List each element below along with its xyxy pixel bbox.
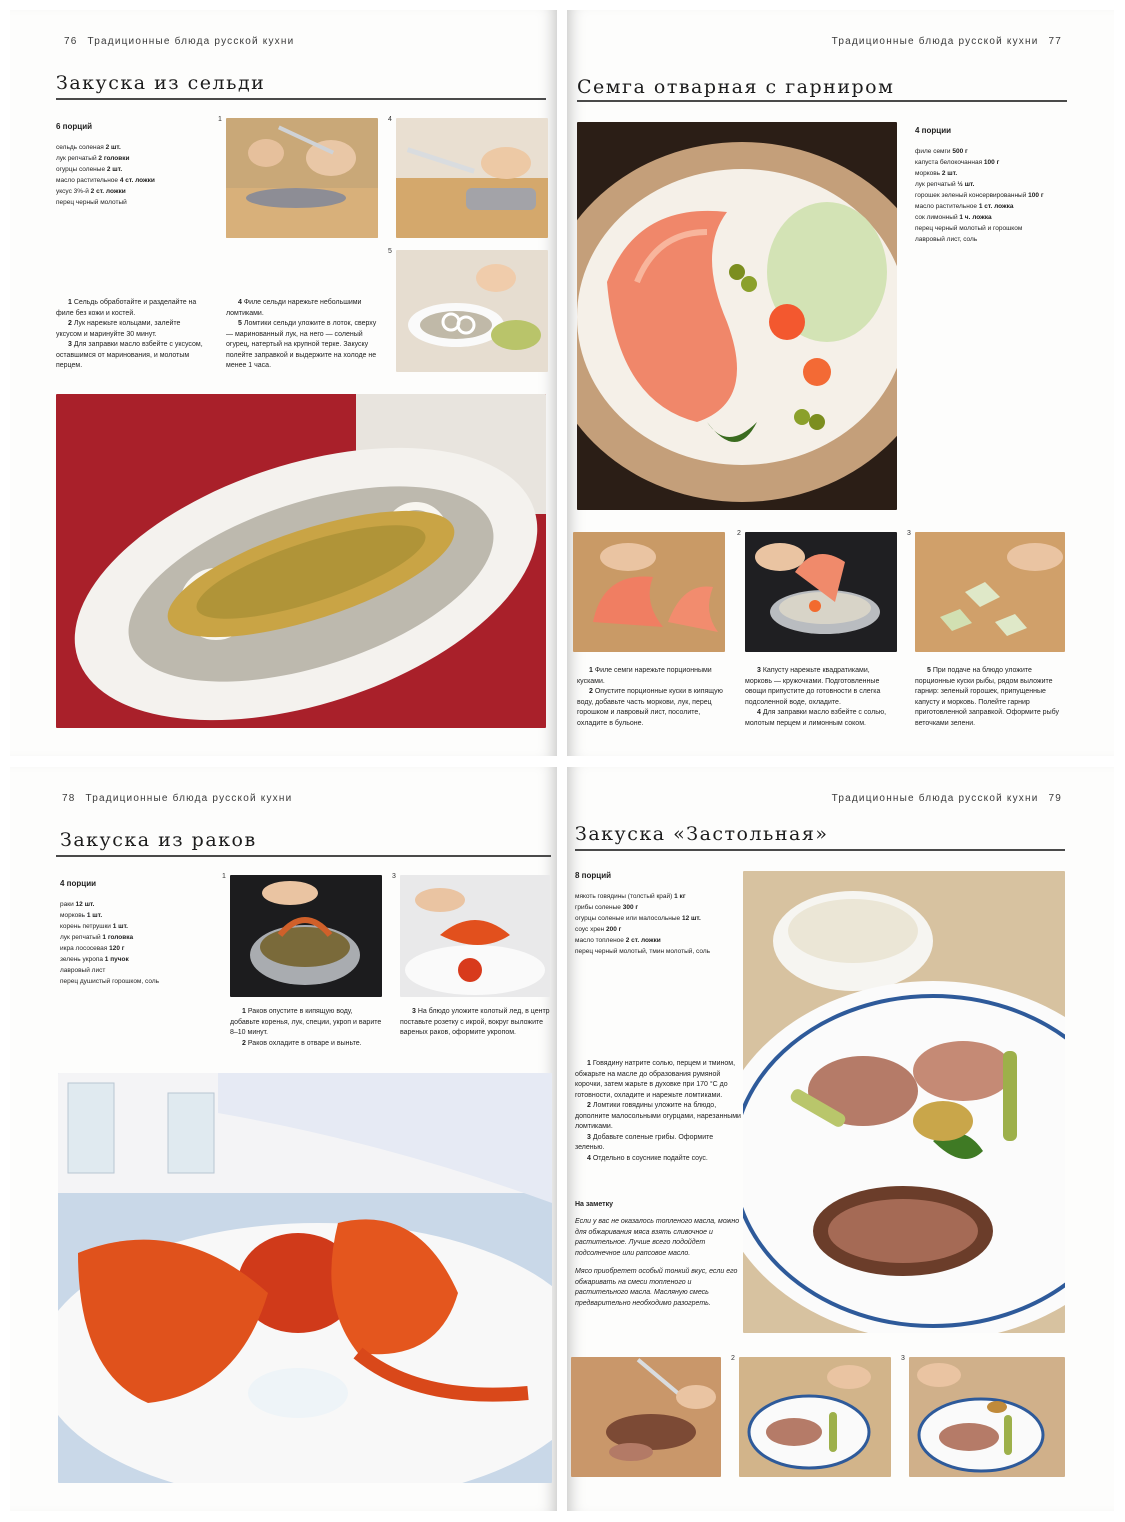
ingredient-item: перец черный молотый, тмин молотый, соль: [575, 948, 710, 955]
ingredient-item: соус хрен 200 г: [575, 926, 622, 933]
ingredient-list: [575, 891, 743, 957]
step-item: 1 Филе семги нарежьте порционными кусками.: [577, 667, 712, 685]
hero-photo-herring-dish: [56, 394, 546, 728]
note-text: [575, 1217, 741, 1309]
page-number: 78: [62, 793, 76, 804]
recipe-title: Закуска из раков: [60, 829, 257, 851]
title-rule: [577, 100, 1067, 102]
page-77: [567, 10, 1114, 756]
step-item: 3 Капусту нарежьте квадратиками, морковь — кружочками. Подготовленные овощи припустите до готовности в слегка подсоленной воде, охладите.: [745, 667, 881, 706]
title-rule: [56, 855, 551, 857]
ingredient-item: раки 12 шт.: [60, 901, 95, 908]
step-photo-arranging-crayfish: [400, 875, 550, 997]
page-79: [567, 767, 1114, 1511]
steps-column-2: [400, 1007, 552, 1039]
section-title: Традиционные блюда русской кухни: [831, 793, 1039, 804]
hero-photo-salmon-dish: [577, 122, 897, 510]
ingredient-item: грибы соленые 300 г: [575, 904, 639, 911]
ingredient-item: перец черный молотый: [56, 199, 127, 206]
ingredient-list: [60, 899, 220, 987]
step-photo-slicing-beef: [571, 1357, 721, 1477]
ingredient-item: масло топленое 2 ст. ложки: [575, 937, 661, 944]
ingredient-item: морковь 1 шт.: [60, 912, 103, 919]
ingredient-item: лавровый лист, соль: [915, 236, 978, 243]
photo-number: 4: [388, 116, 392, 123]
ingredient-list: [56, 142, 216, 208]
steps-column-2: [226, 298, 378, 372]
step-photo-slicing-salmon: [573, 532, 725, 652]
steps-column-1: [577, 666, 727, 729]
running-header: [58, 36, 294, 47]
portions: 4 порции: [60, 879, 97, 888]
ingredient-item: икра лососевая 120 г: [60, 945, 125, 952]
step-item: 2 Ломтики говядины уложите на блюдо, дополните малосольными огурцами, нарезанными ломтиками.: [575, 1102, 741, 1130]
steps-column-3: [915, 666, 1067, 729]
step-photo-boiling-crayfish: [230, 875, 382, 997]
ingredient-item: капуста белокочанная 100 г: [915, 159, 1000, 166]
portions: 4 порции: [915, 126, 952, 135]
step-photo-slicing-fillet: [396, 118, 548, 238]
step-item: 3 На блюдо уложите колотый лед, в центр поставьте розетку с икрой, вокруг выложите вареных раков, оформите укропом.: [400, 1008, 550, 1036]
portions: 6 порций: [56, 122, 93, 131]
page-number: 79: [1048, 793, 1062, 804]
ingredient-item: масло растительное 1 ст. ложка: [915, 203, 1014, 210]
step-item: 1 Говядину натрите солью, перцем и тмином, обжарьте на масле до образования румяной корочки, затем жарьте в духовке при 170 °С до готовности, охладите и нарежьте ломтиками.: [575, 1060, 736, 1099]
hero-photo-beef-platter: [743, 871, 1065, 1333]
ingredient-item: филе семги 500 г: [915, 148, 968, 155]
ingredient-list: [915, 146, 1105, 245]
photo-number: 2: [731, 1355, 735, 1362]
photo-number: 2: [737, 530, 741, 537]
ingredient-item: перец душистый горошком, соль: [60, 978, 159, 985]
step-item: 2 Лук нарежьте кольцами, залейте уксусом и маринуйте 30 минут.: [56, 320, 181, 338]
step-photo-boiling-salmon: [745, 532, 897, 652]
section-title: Традиционные блюда русской кухни: [87, 36, 295, 47]
ingredient-item: лавровый лист: [60, 967, 106, 974]
photo-number: 1: [222, 873, 226, 880]
step-item: 3 Для заправки масло взбейте с уксусом, оставшимся от маринования, и молотым перцем.: [56, 341, 203, 369]
steps-column-1: [230, 1007, 382, 1049]
photo-number: 1: [218, 116, 222, 123]
step-item: 1 Раков опустите в кипящую воду, добавьте коренья, лук, специи, укроп и варите 8–10 минут.: [230, 1008, 382, 1036]
steps-column-1: [56, 298, 206, 372]
ingredient-item: зелень укропа 1 пучок: [60, 956, 129, 963]
step-item: 4 Филе сельди нарежьте небольшими ломтиками.: [226, 299, 362, 317]
hero-photo-crayfish-platter: [58, 1073, 552, 1483]
portions: 8 порций: [575, 871, 612, 880]
section-title: Традиционные блюда русской кухни: [831, 36, 1039, 47]
ingredient-item: масло растительное 4 ст. ложки: [56, 177, 155, 184]
ingredient-item: перец черный молотый и горошком: [915, 225, 1023, 232]
step-item: 1 Сельдь обработайте и разделайте на филе без кожи и костей.: [56, 299, 197, 317]
running-header: [56, 793, 292, 804]
title-rule: [56, 98, 546, 100]
step-item: 2 Опустите порционные куски в кипящую воду, добавьте часть моркови, лук, перец горошком и лавровый лист, посолите, охладите в бульоне.: [577, 688, 723, 727]
step-photo-layering-onion: [396, 250, 548, 372]
ingredient-item: горошек зеленый консервированный 100 г: [915, 192, 1044, 199]
ingredient-item: огурцы соленые 2 шт.: [56, 166, 123, 173]
running-header: [832, 793, 1068, 804]
recipe-title: Закуска из сельди: [56, 72, 266, 94]
ingredient-item: уксус 3%-й 2 ст. ложки: [56, 188, 126, 195]
step-item: 2 Раков охладите в отваре и выньте.: [242, 1039, 362, 1047]
note-paragraph: Если у вас не оказалось топленого масла, можно для обжаривания мяса взять сливочное и растительное. Лучше всего подойдет подсолнечное или рапсовое масло.: [575, 1218, 740, 1257]
step-photo-cutting-cabbage: [915, 532, 1065, 652]
steps-list: [575, 1059, 741, 1164]
steps-column-2: [745, 666, 897, 729]
step-photo-plating-beef: [739, 1357, 891, 1477]
ingredient-item: мякоть говядины (толстый край) 1 кг: [575, 893, 686, 900]
page-78: [10, 767, 557, 1511]
note-title: На заметку: [575, 1201, 613, 1208]
running-header: [832, 36, 1068, 47]
ingredient-item: сок лимонный 1 ч. ложка: [915, 214, 992, 221]
ingredient-item: лук репчатый 2 головки: [56, 155, 130, 162]
step-item: 5 Ломтики сельди уложите в лоток, сверху — маринованный лук, на него — соленый огурец, натертый на крупной терке. Закуску полейте заправкой и выдержите на холоде не менее 1 часа.: [226, 320, 377, 369]
recipe-title: Закуска «Застольная»: [575, 823, 829, 845]
ingredient-item: сельдь соленая 2 шт.: [56, 144, 121, 151]
step-item: 3 Добавьте соленые грибы. Оформите зеленью.: [575, 1133, 714, 1151]
section-title: Традиционные блюда русской кухни: [85, 793, 293, 804]
photo-number: 3: [907, 530, 911, 537]
page-76: [10, 10, 557, 756]
photo-number: 3: [392, 873, 396, 880]
title-rule: [575, 849, 1065, 851]
note-paragraph: Мясо приобретет особый тонкий вкус, если его обжаривать на смеси топленого и растительного масла. Масляную смесь предварительно необходимо разогреть.: [575, 1268, 738, 1307]
page-number: 77: [1048, 36, 1062, 47]
ingredient-item: лук репчатый 1 головка: [60, 934, 134, 941]
page-number: 76: [64, 36, 78, 47]
photo-number: 3: [901, 1355, 905, 1362]
recipe-title: Семга отварная с гарниром: [577, 76, 895, 98]
ingredient-item: лук репчатый ½ шт.: [915, 181, 975, 188]
step-item: 4 Для заправки масло взбейте с солью, молотым перцем и лимонным соком.: [745, 709, 887, 727]
step-item: 5 При подаче на блюдо уложите порционные куски рыбы, рядом выложите гарнир: зеленый горошек, припущенные капусту и морковь. Полейте гарнир приготовленной заправкой. Оформите рыбу веточками зелени.: [915, 667, 1059, 727]
ingredient-item: огурцы соленые или малосольные 12 шт.: [575, 915, 701, 922]
step-item: 4 Отдельно в соуснике подайте соус.: [587, 1154, 708, 1162]
step-photo-cutting-herring: [226, 118, 378, 238]
step-photo-adding-mushrooms: [909, 1357, 1065, 1477]
ingredient-item: корень петрушки 1 шт.: [60, 923, 128, 930]
photo-number: 5: [388, 248, 392, 255]
ingredient-item: морковь 2 шт.: [915, 170, 958, 177]
